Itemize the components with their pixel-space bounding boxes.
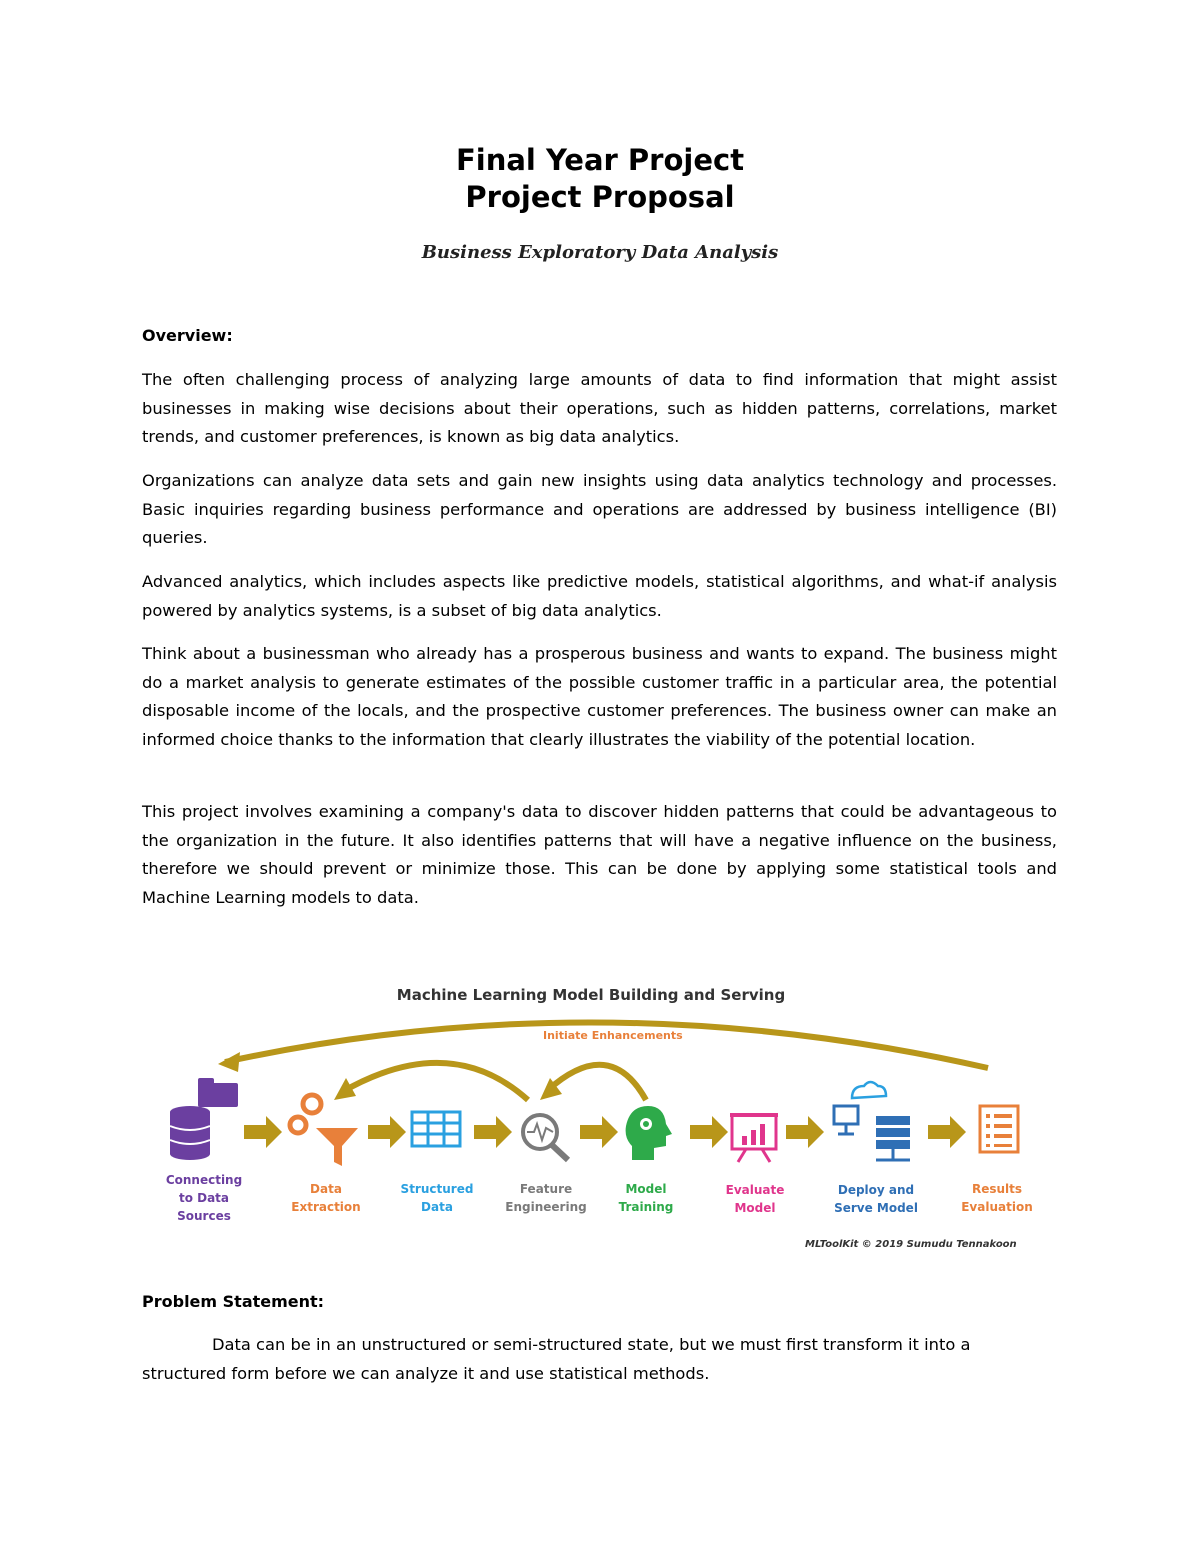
figure-credit: MLToolKit © 2019 Sumudu Tennakoon	[805, 1239, 1017, 1250]
magnifier-wave-icon	[523, 1115, 568, 1160]
feedback-arrow-2	[548, 1065, 646, 1100]
forward-arrow	[368, 1116, 406, 1148]
enhancement-loop-arrowhead	[218, 1052, 240, 1072]
step-label-feature: Feature Engineering	[505, 1182, 587, 1214]
head-gear-icon	[626, 1106, 672, 1160]
step-label-structured: Structured Data	[400, 1182, 474, 1214]
overview-paragraph-2: Organizations can analyze data sets and gain new insights using data analytics technology and processes. Basic inquiries regarding business performance and operations are addressed by business intelligence (BI) queries.	[142, 471, 1057, 547]
table-grid-icon	[412, 1112, 460, 1146]
forward-arrow	[244, 1116, 282, 1148]
document-subtitle: Business Exploratory Data Analysis	[421, 242, 779, 263]
step-label-results: Results Evaluation	[961, 1182, 1033, 1214]
loop-label: Initiate Enhancements	[543, 1029, 683, 1042]
problem-paragraph: Data can be in an unstructured or semi-structured state, but we must first transform it into a structured form before we can analyze it and use statistical methods.	[142, 1335, 971, 1383]
step-label-training: Model Training	[618, 1182, 674, 1214]
database-folder-icon	[170, 1078, 238, 1160]
overview-heading: Overview:	[142, 326, 233, 345]
forward-arrow	[474, 1116, 512, 1148]
problem-heading: Problem Statement:	[142, 1292, 325, 1311]
gears-funnel-icon	[290, 1095, 358, 1166]
overview-paragraph-5: This project involves examining a company's data to discover hidden patterns that could be advantageous to the organization in the future. It also identifies patterns that will have a negative influence on the business, therefore we should prevent or minimize those. This can be done by applying some statistical tools and Machine Learning models to data.	[142, 802, 1057, 907]
feedback-arrow-1	[342, 1063, 528, 1100]
step-label-extraction: Data Extraction	[291, 1182, 361, 1214]
forward-arrow	[580, 1116, 618, 1148]
cloud-server-icon	[834, 1082, 910, 1160]
step-label-connecting: Connecting to Data Sources	[165, 1173, 243, 1223]
enhancement-loop-arrow	[225, 1022, 988, 1068]
forward-arrow	[690, 1116, 728, 1148]
step-label-evaluate: Evaluate Model	[725, 1183, 785, 1215]
overview-paragraph-3: Advanced analytics, which includes aspects like predictive models, statistical algorithms, and what-if analysis powered by analytics systems, is a subset of big data analytics.	[142, 572, 1057, 620]
document-title: Final Year Project	[455, 143, 745, 177]
figure-title: Machine Learning Model Building and Serving	[396, 986, 786, 1004]
overview-paragraph-4: Think about a businessman who already has a prosperous business and wants to expand. The business might do a market analysis to generate estimates of the possible customer traffic in a particular area, the potential disposable income of the locals, and the prospective customer preferences. The business owner can make an informed choice thanks to the information that clearly illustrates the viability of the potential location.	[142, 644, 1057, 749]
presentation-chart-icon	[730, 1115, 778, 1162]
document-title-line2: Project Proposal	[465, 180, 735, 214]
step-label-deploy: Deploy and Serve Model	[834, 1183, 918, 1215]
forward-arrow	[928, 1116, 966, 1148]
forward-arrow	[786, 1116, 824, 1148]
overview-paragraph-1: The often challenging process of analyzing large amounts of data to find information that might assist businesses in making wise decisions about their operations, such as hidden patterns, correlations, market trends, and customer preferences, is known as big data analytics.	[142, 370, 1057, 446]
report-list-icon	[980, 1106, 1018, 1152]
